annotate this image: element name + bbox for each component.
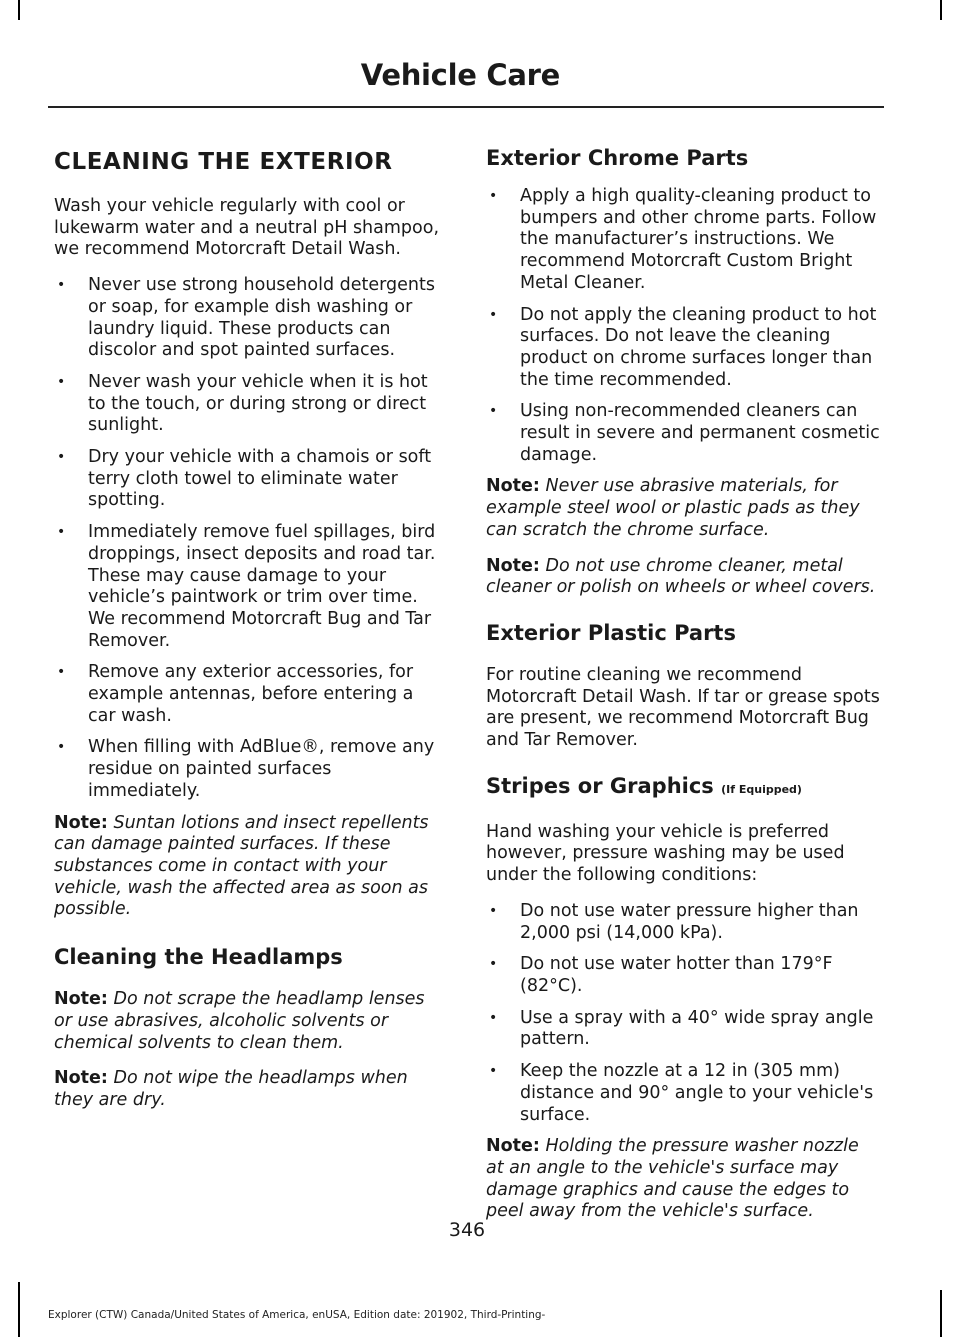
note-headlamp-scrape bbox=[54, 989, 446, 1054]
list-item: • Never wash your vehicle when it is hot to the touch, or during strong or direct sunlight. bbox=[54, 372, 446, 437]
chrome-bullet-list bbox=[486, 186, 880, 466]
cleaning-exterior-heading: CLEANING THE EXTERIOR bbox=[54, 149, 393, 175]
page-number: 346 bbox=[448, 1219, 486, 1241]
note-chrome-cleaner bbox=[486, 556, 880, 599]
left-column bbox=[54, 140, 446, 1126]
stripes-heading-text: Stripes or Graphics bbox=[486, 773, 714, 798]
header-rule bbox=[48, 106, 884, 108]
note-text: Do not scrape the headlamp lenses or use abrasives, alcoholic solvents or chemical solvents to clean them. bbox=[54, 989, 425, 1053]
list-item: • When filling with AdBlue®, remove any residue on painted surfaces immediately. bbox=[54, 737, 446, 802]
plastic-paragraph: For routine cleaning we recommend Motorcraft Detail Wash. If tar or grease spots are present, we recommend Motorcraft Bug and Tar Remover. bbox=[486, 664, 880, 751]
list-item: • Using non-recommended cleaners can result in severe and permanent cosmetic damage. bbox=[486, 401, 880, 466]
list-item: • Use a spray with a 40° wide spray angle pattern. bbox=[486, 1008, 880, 1051]
right-column bbox=[486, 140, 880, 1237]
note-abrasive bbox=[486, 476, 880, 541]
note-text: Holding the pressure washer nozzle at an angle to the vehicle's surface may damage graphics and cause the edges to peel away from the vehicle's surface. bbox=[486, 1136, 859, 1222]
list-item: • Do not use water pressure higher than 2,000 psi (14,000 kPa). bbox=[486, 901, 880, 944]
page-header bbox=[0, 58, 958, 92]
headlamps-heading: Cleaning the Headlamps bbox=[54, 945, 343, 970]
note-label: Note: bbox=[54, 989, 108, 1010]
exterior-bullet-list bbox=[54, 275, 446, 802]
chrome-parts-heading: Exterior Chrome Parts bbox=[486, 146, 749, 170]
list-item: • Do not apply the cleaning product to hot surfaces. Do not leave the cleaning product on chrome surfaces longer than the time recommended. bbox=[486, 305, 880, 392]
list-item: • Dry your vehicle with a chamois or soft terry cloth towel to eliminate water spotting. bbox=[54, 447, 446, 512]
note-label: Note: bbox=[54, 812, 108, 833]
note-text: Suntan lotions and insect repellents can damage painted surfaces. If these substances come in contact with your vehicle, wash the affected area as soon as possible. bbox=[54, 812, 429, 920]
stripes-graphics-heading bbox=[486, 772, 880, 804]
list-item: • Apply a high quality-cleaning product to bumpers and other chrome parts. Follow the manufacturer’s instructions. We recommend Motorcraft Custom Bright Metal Cleaner. bbox=[486, 186, 880, 295]
note-text: Never use abrasive materials, for example steel wool or plastic pads as they can scratch the chrome surface. bbox=[486, 476, 860, 540]
footer-edition-info: Explorer (CTW) Canada/United States of America, enUSA, Edition date: 201902, Third-Printing- bbox=[48, 1309, 546, 1321]
list-item: • Immediately remove fuel spillages, bird droppings, insect deposits and road tar. These may cause damage to your vehicle’s paintwork or trim over time. We recommend Motorcraft Bug and Tar Remover. bbox=[54, 522, 446, 652]
note-nozzle-angle bbox=[486, 1136, 880, 1223]
note-suntan bbox=[54, 813, 446, 922]
note-label: Note: bbox=[486, 555, 540, 576]
note-label: Note: bbox=[54, 1068, 108, 1089]
note-text: Do not use chrome cleaner, metal cleaner or polish on wheels or wheel covers. bbox=[486, 555, 876, 598]
intro-paragraph: Wash your vehicle regularly with cool or lukewarm water and a neutral pH shampoo, we recommend Motorcraft Detail Wash. bbox=[54, 196, 440, 260]
note-label: Note: bbox=[486, 476, 540, 497]
section-title: Vehicle Care bbox=[360, 58, 560, 92]
if-equipped-label: (If Equipped) bbox=[721, 782, 802, 796]
list-item: • Keep the nozzle at a 12 in (305 mm) distance and 90° angle to your vehicle's surface. bbox=[486, 1061, 880, 1126]
crop-mark-bottom-left bbox=[18, 1282, 20, 1337]
crop-mark-top-right bbox=[940, 0, 942, 20]
stripes-intro: Hand washing your vehicle is preferred however, pressure washing may be used under the following conditions: bbox=[486, 821, 845, 886]
pressure-washing-list bbox=[486, 901, 880, 1126]
note-headlamp-dry bbox=[54, 1068, 446, 1111]
plastic-parts-heading: Exterior Plastic Parts bbox=[486, 620, 736, 645]
crop-mark-top-left bbox=[18, 0, 20, 20]
list-item: • Remove any exterior accessories, for example antennas, before entering a car wash. bbox=[54, 662, 446, 727]
crop-mark-bottom-right bbox=[940, 1290, 942, 1337]
list-item: • Never use strong household detergents or soap, for example dish washing or laundry liquid. These products can discolor and spot painted surfaces. bbox=[54, 275, 446, 362]
list-item: • Do not use water hotter than 179°F (82°C). bbox=[486, 954, 880, 997]
note-label: Note: bbox=[486, 1136, 540, 1157]
note-text: Do not wipe the headlamps when they are dry. bbox=[54, 1068, 408, 1110]
